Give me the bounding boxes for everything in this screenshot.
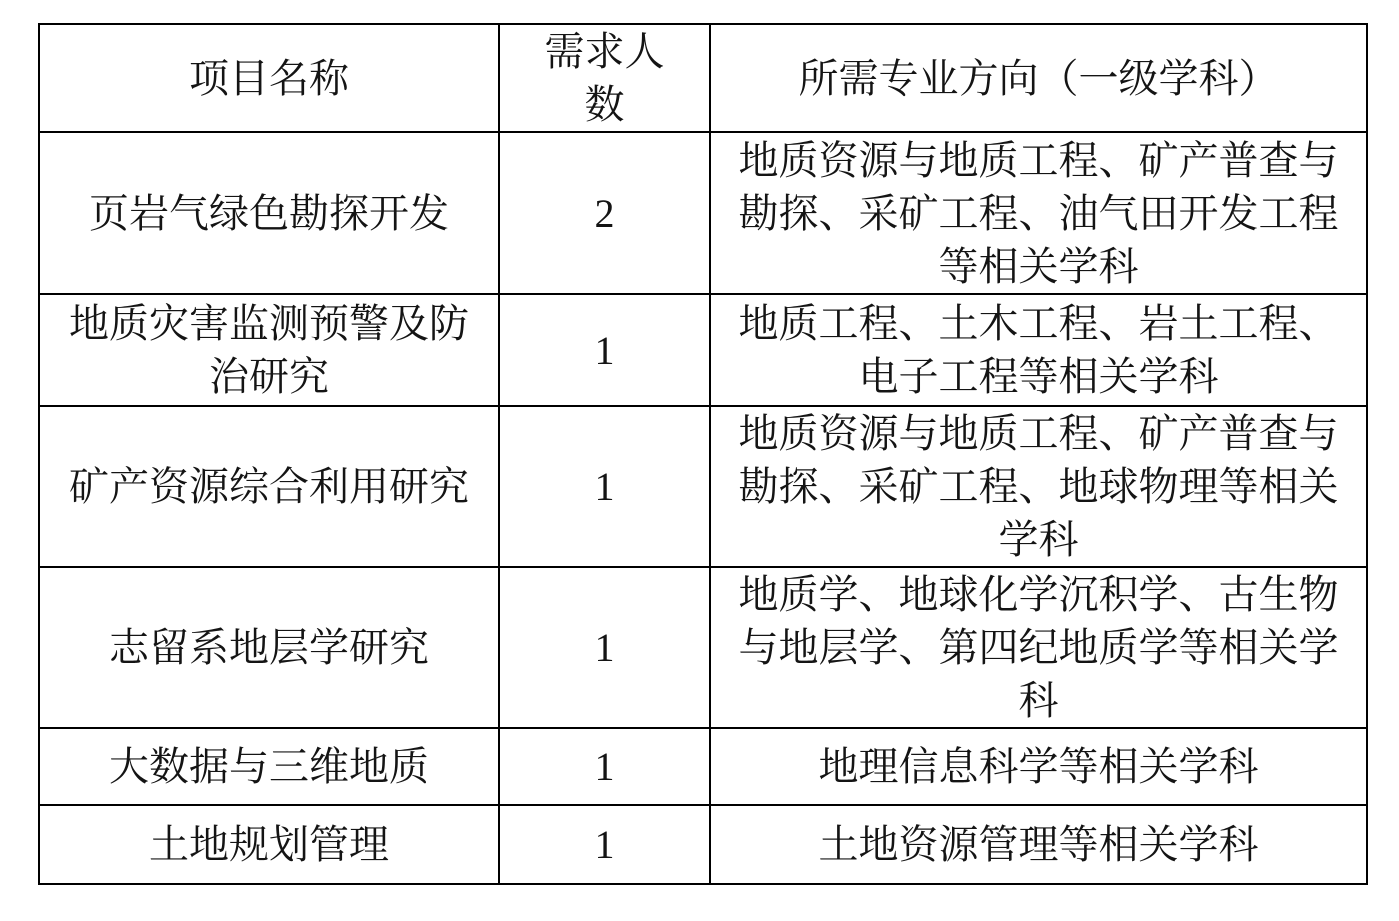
major-direction-cell: 地质工程、土木工程、岩土工程、电子工程等相关学科 bbox=[710, 294, 1367, 406]
table-row bbox=[39, 294, 1367, 406]
headcount-cell: 2 bbox=[499, 132, 710, 294]
project-name-cell: 地质灾害监测预警及防治研究 bbox=[39, 294, 499, 406]
table-row bbox=[39, 805, 1367, 884]
table-header-row bbox=[39, 24, 1367, 132]
headcount-cell: 1 bbox=[499, 567, 710, 728]
header-project-name: 项目名称 bbox=[39, 24, 499, 132]
major-direction-cell: 地质资源与地质工程、矿产普查与勘探、采矿工程、地球物理等相关学科 bbox=[710, 406, 1367, 567]
major-direction-cell: 地理信息科学等相关学科 bbox=[710, 728, 1367, 805]
table-row bbox=[39, 567, 1367, 728]
major-direction-cell: 地质学、地球化学沉积学、古生物与地层学、第四纪地质学等相关学科 bbox=[710, 567, 1367, 728]
headcount-cell: 1 bbox=[499, 294, 710, 406]
headcount-cell: 1 bbox=[499, 406, 710, 567]
table-row bbox=[39, 132, 1367, 294]
headcount-cell: 1 bbox=[499, 805, 710, 884]
major-direction-cell: 土地资源管理等相关学科 bbox=[710, 805, 1367, 884]
headcount-cell: 1 bbox=[499, 728, 710, 805]
header-headcount: 需求人数 bbox=[499, 24, 710, 132]
project-name-cell: 土地规划管理 bbox=[39, 805, 499, 884]
table-row bbox=[39, 728, 1367, 805]
project-name-cell: 页岩气绿色勘探开发 bbox=[39, 132, 499, 294]
major-direction-cell: 地质资源与地质工程、矿产普查与勘探、采矿工程、油气田开发工程等相关学科 bbox=[710, 132, 1367, 294]
table-row bbox=[39, 406, 1367, 567]
project-name-cell: 志留系地层学研究 bbox=[39, 567, 499, 728]
project-name-cell: 矿产资源综合利用研究 bbox=[39, 406, 499, 567]
project-name-cell: 大数据与三维地质 bbox=[39, 728, 499, 805]
recruitment-projects-table bbox=[38, 23, 1368, 885]
header-major-direction: 所需专业方向（一级学科） bbox=[710, 24, 1367, 132]
